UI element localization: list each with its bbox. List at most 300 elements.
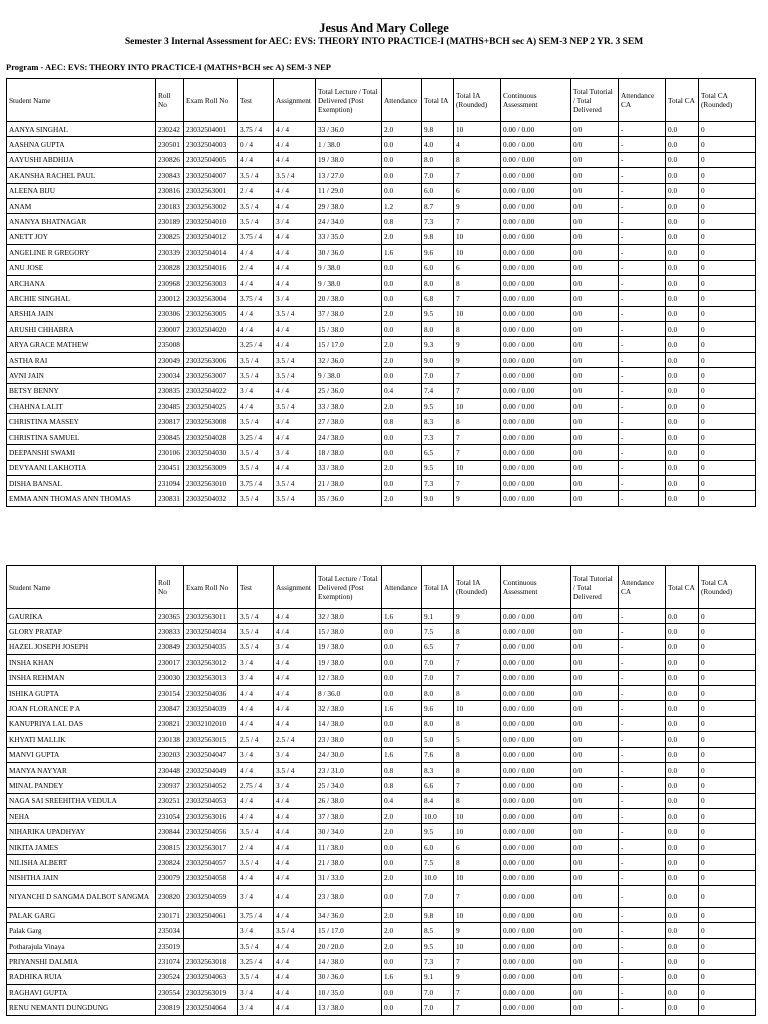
table-cell: 35 / 36.0 [316,491,382,506]
table-cell: 0.00 / 0.00 [501,701,571,716]
table-cell: - [619,168,666,183]
table-cell: 0.00 / 0.00 [501,122,571,137]
table-cell: 0.00 / 0.00 [501,732,571,747]
table-cell: 0/0 [571,984,619,999]
table-cell: 6.8 [422,291,454,306]
table-cell: 0.0 [666,670,699,685]
table-cell: 0.0 [666,229,699,244]
table-cell: 0/0 [571,624,619,639]
table-cell: 0.00 / 0.00 [501,809,571,824]
table-cell: 8 [454,747,501,762]
table-cell: 0.0 [666,337,699,352]
table-cell: 0.0 [666,445,699,460]
table-row [7,368,756,383]
column-header: Continuous Assessment [501,566,571,609]
table-cell: 0.0 [382,624,422,639]
table-row [7,778,756,793]
table-cell: 0 [699,1000,756,1015]
table-cell: 0.00 / 0.00 [501,778,571,793]
table-cell: 0.00 / 0.00 [501,260,571,275]
table-cell: 0.0 [382,655,422,670]
student-name-cell: MANYA NAYYAR [7,762,156,777]
table-cell: - [619,609,666,624]
table-cell: 3.5 / 4 [238,168,274,183]
table-cell: 23032504056 [184,824,238,839]
table-cell: 4 / 4 [274,322,316,337]
table-cell: 0/0 [571,229,619,244]
table-cell: 10 [454,870,501,885]
table-cell: 0/0 [571,383,619,398]
student-name-cell: GAURIKA [7,609,156,624]
table-cell: 0.00 / 0.00 [501,839,571,854]
table-cell: 3.5 / 4 [238,491,274,506]
table-cell: 3 / 4 [274,778,316,793]
table-cell: 230171 [156,908,184,923]
table-cell: 0.0 [666,137,699,152]
table-cell: 7.3 [422,475,454,490]
table-cell: 0/0 [571,923,619,938]
table-cell: 9 [454,923,501,938]
table-cell: 0.00 / 0.00 [501,475,571,490]
table-cell: 9.8 [422,908,454,923]
table-cell: 0.0 [666,954,699,969]
table-cell: 14 / 38.0 [316,716,382,731]
table-cell: 9.5 [422,938,454,953]
table-row [7,168,756,183]
table-cell: 9 [454,491,501,506]
table-cell: 7 [454,445,501,460]
table-cell: 2.0 [382,809,422,824]
table-cell: 4 / 4 [274,954,316,969]
table-cell: 3.25 / 4 [238,337,274,352]
table-cell: 3 / 4 [238,747,274,762]
table-cell: 0 [699,229,756,244]
table-cell: - [619,414,666,429]
student-name-cell: RENU NEMANTI DUNGDUNG [7,1000,156,1015]
table-cell: - [619,670,666,685]
table-cell: 4 / 4 [238,793,274,808]
student-name-cell: AKANSHA RACHEL PAUL [7,168,156,183]
student-name-cell: RAGHAVI GUPTA [7,984,156,999]
column-header: Assignment [274,566,316,609]
table-cell: 31 / 33.0 [316,870,382,885]
table-cell: 0.0 [382,475,422,490]
column-header: Total Tutorial / Total Delivered [571,566,619,609]
table-cell: 6.0 [422,183,454,198]
table-row [7,824,756,839]
table-cell: 8 [454,855,501,870]
table-cell: 0.8 [382,778,422,793]
table-cell: 230843 [156,168,184,183]
table-cell: 230554 [156,984,184,999]
table-cell: 4 [454,137,501,152]
table-cell: - [619,793,666,808]
table-cell: 230845 [156,429,184,444]
table-cell: 0 [699,969,756,984]
table-cell: 24 / 30.0 [316,747,382,762]
column-header: Total IA (Rounded) [454,79,501,122]
table-row [7,399,756,414]
column-header: Exam Roll No [184,79,238,122]
table-cell: 0.4 [382,793,422,808]
table-cell: 23032563012 [184,655,238,670]
column-header: Test [238,79,274,122]
table-cell: 0 [699,778,756,793]
table-cell: 0/0 [571,855,619,870]
table-cell: 7 [454,886,501,908]
table-cell: 9.5 [422,399,454,414]
table-cell: 0.0 [666,839,699,854]
table-cell: 0.0 [666,383,699,398]
table-cell: 0 [699,923,756,938]
table-cell: 4 / 4 [274,137,316,152]
table-cell: 8.0 [422,152,454,167]
table-cell: 23032504025 [184,399,238,414]
table-cell: 7 [454,778,501,793]
table-cell: 0.00 / 0.00 [501,762,571,777]
table-cell: 0/0 [571,198,619,213]
table-cell: 10 [454,306,501,321]
table-cell: 7 [454,383,501,398]
table-cell: 0.0 [666,245,699,260]
student-name-cell: JOAN FLORANCE P A [7,701,156,716]
table-cell: 0.00 / 0.00 [501,152,571,167]
table-cell: 10 [454,824,501,839]
table-cell: 4 / 4 [238,152,274,167]
table-cell: 4 / 4 [274,793,316,808]
table-cell: 9.8 [422,122,454,137]
table-cell: 0/0 [571,183,619,198]
table-cell: 0.00 / 0.00 [501,291,571,306]
student-name-cell: ARCHANA [7,275,156,290]
table-cell: 3.75 / 4 [238,229,274,244]
table-cell: 0/0 [571,609,619,624]
table-cell: 0 [699,275,756,290]
student-name-cell: DEEPANSHI SWAMI [7,445,156,460]
student-name-cell: NIYANCHI D SANGMA DALBOT SANGMA [7,886,156,908]
table-cell: 0.00 / 0.00 [501,383,571,398]
table-cell: 0 [699,886,756,908]
table-cell: 33 / 38.0 [316,460,382,475]
table-cell: 4 / 4 [274,229,316,244]
table-cell: - [619,260,666,275]
table-cell: 0.00 / 0.00 [501,969,571,984]
table-cell: 9.6 [422,245,454,260]
table-cell: 30 / 34.0 [316,824,382,839]
table-cell: 0.0 [666,716,699,731]
table-cell: 4 / 4 [274,260,316,275]
column-header: Total Lecture / Total Delivered (Post Exemption) [316,79,382,122]
table-cell: 0/0 [571,908,619,923]
table-cell: 0.0 [666,352,699,367]
table-cell: 0 [699,399,756,414]
table-cell: 15 / 17.0 [316,337,382,352]
table-cell: 0.0 [382,152,422,167]
table-cell: 10 [454,399,501,414]
table-cell: - [619,969,666,984]
table-cell: 0.0 [382,183,422,198]
table-cell: 0.0 [666,368,699,383]
table-cell: 0.0 [666,183,699,198]
table-cell: 0/0 [571,954,619,969]
table-cell: 230828 [156,260,184,275]
table-cell: 2.0 [382,938,422,953]
table-cell: 0.00 / 0.00 [501,368,571,383]
table-cell: 0.00 / 0.00 [501,685,571,700]
table-cell: 230824 [156,855,184,870]
table-cell: 4 / 4 [274,824,316,839]
table-cell: - [619,732,666,747]
table-cell: 230034 [156,368,184,383]
table-cell: 4 / 4 [274,839,316,854]
table-cell: 230937 [156,778,184,793]
table-cell: 15 / 17.0 [316,923,382,938]
table-cell: 0.0 [666,429,699,444]
table-cell: 4 / 4 [274,984,316,999]
table-cell: 2.0 [382,870,422,885]
table-cell: 0.0 [666,414,699,429]
table-cell: 230007 [156,322,184,337]
table-cell: 8 [454,322,501,337]
table-cell: 3.25 / 4 [238,429,274,444]
table-cell: 23032563007 [184,368,238,383]
table-cell: 0.0 [666,609,699,624]
table-cell: 0.0 [666,809,699,824]
table-cell: 3.5 / 4 [274,168,316,183]
table-row [7,938,756,953]
table-cell: 6 [454,839,501,854]
table-cell: 3.75 / 4 [238,122,274,137]
student-name-cell: DEVYAANI LAKHOTIA [7,460,156,475]
table-row [7,414,756,429]
table-cell: - [619,762,666,777]
table-cell: 230833 [156,624,184,639]
table-cell: 23032504012 [184,229,238,244]
table-row [7,322,756,337]
table-cell: - [619,855,666,870]
table-cell: 23032563010 [184,475,238,490]
table-cell: 0 [699,445,756,460]
table-cell: 23032504064 [184,1000,238,1015]
table-row [7,137,756,152]
table-cell: 3 / 4 [274,214,316,229]
table-cell: 23032504003 [184,137,238,152]
table-cell: 230079 [156,870,184,885]
table-row [7,337,756,352]
table-cell: 23 / 31.0 [316,762,382,777]
student-name-cell: ANGELINE R GREGORY [7,245,156,260]
table-cell: 7.0 [422,886,454,908]
table-cell: - [619,368,666,383]
program-label: Program - AEC: EVS: THEORY INTO PRACTICE-I (MATHS+BCH sec A) SEM-3 NEP [6,62,331,72]
table-cell: 4 / 4 [274,122,316,137]
column-header: Assignment [274,79,316,122]
table-cell: 0.8 [382,762,422,777]
table-cell: 20 / 38.0 [316,291,382,306]
table-cell: 0/0 [571,824,619,839]
table-cell: 11 / 29.0 [316,183,382,198]
table-row [7,886,756,908]
table-cell: 6 [454,183,501,198]
table-cell: - [619,824,666,839]
table-cell: 230138 [156,732,184,747]
table-cell: 30 / 36.0 [316,245,382,260]
table-cell: 0/0 [571,639,619,654]
table-cell: - [619,624,666,639]
table-row [7,670,756,685]
table-cell: 0.0 [382,291,422,306]
table-cell: 0 [699,870,756,885]
table-cell: 0.0 [666,306,699,321]
table-cell: - [619,245,666,260]
table-cell: 23032563004 [184,291,238,306]
table-cell: 9.5 [422,460,454,475]
table-cell: 4 / 4 [274,624,316,639]
table-cell: - [619,870,666,885]
table-cell: 23032504030 [184,445,238,460]
table-cell: 8 [454,716,501,731]
table-cell: 0 [699,137,756,152]
column-header: Roll No [156,566,184,609]
table-cell: 0 [699,183,756,198]
table-cell: 0.0 [382,639,422,654]
table-cell: 9.0 [422,491,454,506]
table-cell: 8.4 [422,793,454,808]
table-cell: 0.00 / 0.00 [501,1000,571,1015]
table-cell: 4 / 4 [274,969,316,984]
table-cell: 7 [454,984,501,999]
table-cell: 230821 [156,716,184,731]
table-header [7,566,756,609]
table-cell: 3.75 / 4 [238,908,274,923]
table-cell: 230154 [156,685,184,700]
table-cell: 0 [699,429,756,444]
table-row [7,183,756,198]
table-cell: 230819 [156,1000,184,1015]
table-cell: 23032504028 [184,429,238,444]
table-cell: 7.0 [422,984,454,999]
table-row [7,923,756,938]
table-cell: 4 / 4 [274,609,316,624]
table-cell: 9.3 [422,337,454,352]
student-name-cell: NISHTHA JAIN [7,870,156,885]
table-cell: 0/0 [571,747,619,762]
table-cell: 4 / 4 [238,306,274,321]
table-cell: 0 [699,168,756,183]
table-cell: 8.0 [422,685,454,700]
table-cell: 0.0 [666,322,699,337]
table-cell: 18 / 38.0 [316,445,382,460]
table-cell: 7.5 [422,855,454,870]
table-cell: 0/0 [571,655,619,670]
table-cell: 33 / 38.0 [316,399,382,414]
table-cell: 0 [699,291,756,306]
table-cell: 6.0 [422,260,454,275]
table-row [7,685,756,700]
table-cell: - [619,701,666,716]
table-row [7,460,756,475]
table-cell: 24 / 38.0 [316,429,382,444]
table-cell: 13 / 27.0 [316,168,382,183]
table-cell: 0.0 [382,137,422,152]
table-cell: 0.00 / 0.00 [501,886,571,908]
column-header: Total Tutorial / Total Delivered [571,79,619,122]
table-cell: 0 [699,732,756,747]
table-cell: 3.25 / 4 [238,954,274,969]
column-header: Total CA [666,566,699,609]
student-name-cell: AANYA SINGHAL [7,122,156,137]
table-cell: 3 / 4 [238,886,274,908]
table-cell: - [619,183,666,198]
table-cell: 9 [454,337,501,352]
table-cell: - [619,491,666,506]
table-cell: 230365 [156,609,184,624]
table-cell: 0.0 [666,908,699,923]
table-cell: 2.0 [382,306,422,321]
table-cell: 0.0 [382,716,422,731]
table-cell: 4 / 4 [274,414,316,429]
table-cell: 1.2 [382,198,422,213]
column-header: Total CA [666,79,699,122]
table-cell: 3.5 / 4 [274,368,316,383]
table-cell: 3 / 4 [274,639,316,654]
table-body [7,609,756,1016]
table-cell: 10 [454,460,501,475]
table-cell: 7.0 [422,168,454,183]
table-cell: 3 / 4 [238,655,274,670]
table-cell: 7 [454,670,501,685]
table-cell: 4 / 4 [274,198,316,213]
table-cell: 0/0 [571,701,619,716]
table-cell: 8.7 [422,198,454,213]
table-cell: 0 [699,984,756,999]
table-cell: 23032504061 [184,908,238,923]
student-name-cell: ARCHIE SINGHAL [7,291,156,306]
table-cell: 0.00 / 0.00 [501,168,571,183]
table-cell: 2.0 [382,491,422,506]
table-cell: 0/0 [571,322,619,337]
table-cell: 2.0 [382,399,422,414]
table-cell: 0/0 [571,969,619,984]
table-cell: 23032504035 [184,639,238,654]
table-cell: 12 / 38.0 [316,670,382,685]
table-cell: - [619,322,666,337]
table-cell: 0.00 / 0.00 [501,923,571,938]
table-cell: 3 / 4 [238,1000,274,1015]
table-cell: - [619,1000,666,1015]
table-cell: 0.0 [666,938,699,953]
table-cell: 0 [699,414,756,429]
student-name-cell: ARSHIA JAIN [7,306,156,321]
table-cell: - [619,306,666,321]
student-name-cell: Palak Garg [7,923,156,938]
table-cell: 0.0 [382,732,422,747]
table-cell: 230826 [156,152,184,167]
table-cell: 2 / 4 [238,839,274,854]
table-cell: 8 [454,762,501,777]
table-cell: - [619,399,666,414]
column-header: Attendance CA [619,79,666,122]
table-cell: - [619,984,666,999]
student-name-cell: NILISHA ALBERT [7,855,156,870]
table-cell: 0/0 [571,368,619,383]
table-cell: 0.0 [666,152,699,167]
table-cell: 25 / 36.0 [316,383,382,398]
table-cell: 3.5 / 4 [238,824,274,839]
table-row [7,839,756,854]
table-cell: 0 [699,475,756,490]
table-row [7,762,756,777]
